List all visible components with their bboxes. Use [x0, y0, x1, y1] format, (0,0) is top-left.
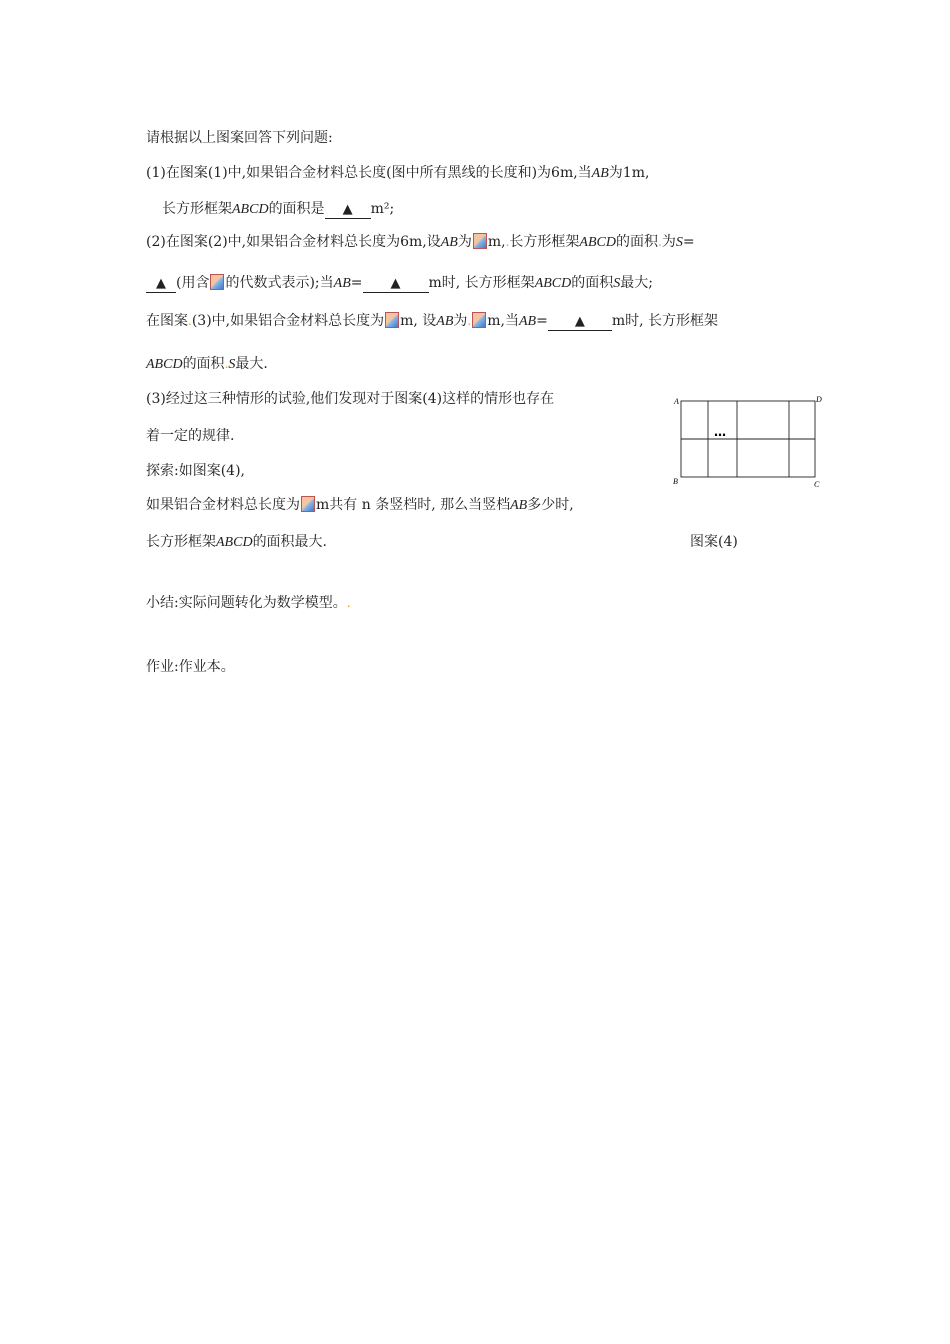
- q2b-text-h: 的面积: [182, 356, 225, 372]
- q2b-text-d: 为: [453, 313, 468, 329]
- q2b-ab-2: AB: [518, 314, 537, 329]
- q2b-s: S: [228, 357, 236, 372]
- q2b-text-b: (3)中,如果铝合金材料总长度为: [191, 313, 385, 329]
- q2-text-k: m时, 长方形框架: [428, 275, 535, 291]
- q2-text-l: 的面积: [571, 275, 614, 291]
- ellipsis: …: [714, 425, 726, 439]
- q2-ab: AB: [440, 235, 458, 250]
- q2-text-m: 最大;: [620, 275, 653, 291]
- q2b-ab: AB: [436, 314, 454, 329]
- q2-text-h: (用含: [176, 275, 210, 291]
- label-a: A: [674, 397, 679, 406]
- question-2-line-2: [146, 273, 653, 294]
- q2b-text-c: m, 设: [400, 313, 437, 329]
- q1-unit: m²;: [370, 201, 395, 217]
- marker-dot-icon: .: [346, 596, 351, 610]
- answer-blank: ▲: [548, 314, 612, 331]
- q3-text-4b: m共有 n 条竖档时, 那么当竖档: [316, 497, 511, 513]
- q1-ab: AB: [591, 166, 609, 181]
- q1-abcd: ABCD: [232, 202, 269, 217]
- marker-dot-icon: .: [188, 314, 192, 328]
- q2-text-i: 的代数式表示);当: [225, 275, 334, 291]
- q2b-text-i: 最大.: [235, 356, 268, 372]
- q2b-text-e: m,当: [487, 313, 519, 329]
- q3-text-4c: 多少时,: [527, 497, 574, 513]
- q3-text-5b: 的面积最大.: [252, 534, 328, 550]
- question-3-line-2: 着一定的规律.: [146, 428, 235, 444]
- marker-dot-icon: .: [505, 235, 510, 249]
- formula-image-icon: [385, 312, 399, 328]
- question-2-line-1: [146, 232, 695, 253]
- q2-abcd: ABCD: [579, 235, 616, 250]
- q2-text-g: =: [682, 234, 695, 250]
- q3-text-5a: 长方形框架: [146, 534, 216, 550]
- q2-text-j: =: [350, 275, 363, 291]
- answer-blank: ▲: [325, 202, 371, 219]
- rectangle-frame-figure: [672, 392, 824, 488]
- q2-s: S: [675, 235, 683, 250]
- question-2b-line-2: [146, 354, 268, 375]
- answer-blank: ▲: [363, 276, 429, 293]
- q2-s-2: S: [613, 276, 621, 291]
- formula-image-icon: [472, 312, 486, 328]
- q2-abcd-2: ABCD: [534, 276, 572, 291]
- q2b-text-f: =: [536, 313, 548, 329]
- question-1-line-1: [146, 163, 649, 184]
- q2-ab-2: AB: [333, 276, 351, 291]
- q2-text-a: (2)在图案(2)中,如果铝合金材料总长度为6m,设: [146, 234, 441, 250]
- question-1-line-2: [162, 199, 394, 220]
- q2b-abcd: ABCD: [146, 357, 183, 372]
- homework-line: 作业:作业本。: [146, 659, 235, 675]
- q2-text-f: 为: [661, 234, 676, 250]
- q2b-text-a: 在图案: [146, 313, 188, 329]
- question-3-line-1: (3)经过这三种情形的试验,他们发现对于图案(4)这样的情形也存在: [146, 391, 555, 407]
- q1-text-a: (1)在图案(1)中,如果铝合金材料总长度(图中所有黑线的长度和)为6m,当: [146, 165, 592, 181]
- formula-image-icon: [301, 496, 315, 512]
- q1-text-d: 的面积是: [268, 201, 325, 217]
- q3-ab: AB: [510, 498, 528, 513]
- q2-text-e: 的面积: [615, 234, 658, 250]
- formula-image-icon: [210, 274, 224, 290]
- q2b-text-g: m时, 长方形框架: [611, 313, 718, 329]
- answer-blank: ▲: [146, 276, 176, 293]
- q2-text-c: m,: [487, 234, 506, 250]
- summary-line: [146, 593, 351, 613]
- marker-dot-icon: .: [467, 314, 472, 328]
- summary-text: 小结:实际问题转化为数学模型。: [146, 595, 347, 611]
- question-3-line-4: [146, 495, 574, 516]
- formula-image-icon: [473, 233, 487, 249]
- intro-text: 请根据以上图案回答下列问题:: [146, 130, 333, 146]
- label-c: C: [814, 480, 820, 488]
- q1-text-c: 长方形框架: [162, 201, 232, 217]
- figure-caption: 图案(4): [690, 534, 738, 550]
- label-d: D: [816, 395, 822, 404]
- marker-dot-icon: .: [657, 235, 662, 249]
- marker-dot-icon: .: [224, 357, 229, 371]
- q2-text-b: 为: [457, 234, 472, 250]
- q1-text-b: 为1m,: [608, 165, 650, 181]
- q2-text-d: 长方形框架: [509, 234, 580, 250]
- q3-abcd: ABCD: [216, 535, 253, 550]
- question-3-line-5: [146, 532, 327, 553]
- label-b: B: [673, 477, 678, 486]
- q3-text-4a: 如果铝合金材料总长度为: [146, 497, 300, 513]
- question-2b-line-1: [146, 311, 718, 332]
- question-3-line-3: 探索:如图案(4),: [146, 463, 245, 479]
